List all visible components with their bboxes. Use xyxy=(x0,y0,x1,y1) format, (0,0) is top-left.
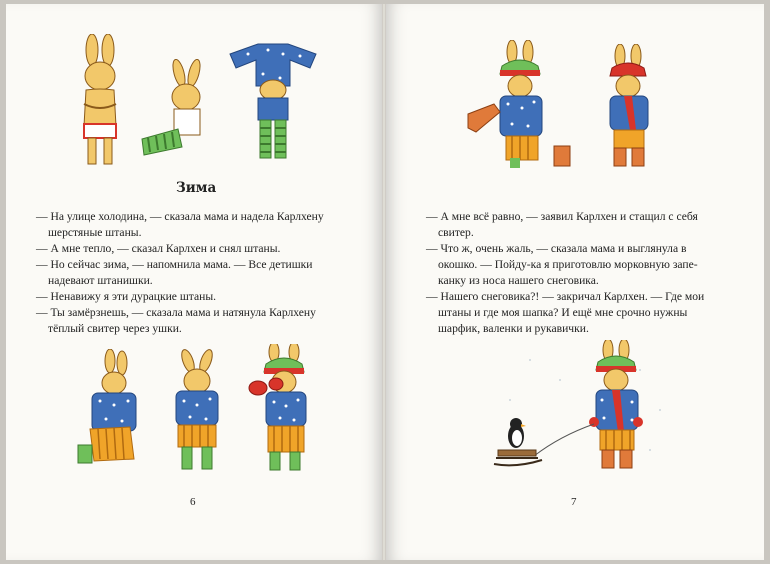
text-line: — Ненавижу я эти дурацкие штаны. xyxy=(36,290,217,303)
text-line: — Что ж, очень жаль, — сказала мама и выглянула в xyxy=(426,242,687,255)
bunny-covering-ears-illustration xyxy=(162,349,232,474)
text-line: свитер. xyxy=(438,226,474,239)
text-line: тёплый свитер через ушки. xyxy=(48,322,182,335)
page-number: 7 xyxy=(571,496,577,508)
story-title: Зима xyxy=(176,180,217,196)
text-line: — Ты замёрзнешь, — сказала мама и натянула Карлхену xyxy=(36,306,316,319)
bunny-holding-pants-illustration xyxy=(70,349,150,469)
text-line: — Но сейчас зима, — напомнила мама. — Все детишки xyxy=(36,258,313,271)
page-number: 6 xyxy=(190,496,196,508)
bunny-arms-crossed-illustration xyxy=(70,34,130,169)
text-line: — На улице холодина, — сказала мама и надела Карлхену xyxy=(36,210,324,223)
text-line: надевают штанишки. xyxy=(48,274,153,287)
bunny-red-mittens-illustration xyxy=(246,344,326,474)
bunny-scarf-boots-illustration xyxy=(596,44,666,169)
bunny-sitting-pulling-pants-illustration xyxy=(134,59,224,159)
bunny-pulling-boot-illustration xyxy=(464,40,574,170)
text-line: штаны и где моя шапка? И ещё мне срочно нужны xyxy=(438,306,688,319)
right-page xyxy=(386,4,764,560)
bunny-sweater-over-head-illustration xyxy=(228,34,318,164)
bunny-pulling-sled-with-penguin-illustration xyxy=(490,340,670,475)
right-page-text xyxy=(426,209,716,337)
text-line: шарфик, валенки и рукавички. xyxy=(438,322,589,335)
text-line: окошко. — Пойду-ка я приготовлю морковную запе- xyxy=(438,258,698,271)
left-page xyxy=(6,4,382,560)
text-line: — Нашего снеговика?! — закричал Карлхен. — Где мои xyxy=(426,290,705,303)
text-line: канку из носа нашего снеговика. xyxy=(438,274,599,287)
text-line: — А мне тепло, — сказал Карлхен и снял штаны. xyxy=(36,242,281,255)
text-line: — А мне всё равно, — заявил Карлхен и стащил с себя xyxy=(426,210,698,223)
left-page-text xyxy=(36,209,352,337)
text-line: шерстяные штаны. xyxy=(48,226,142,239)
